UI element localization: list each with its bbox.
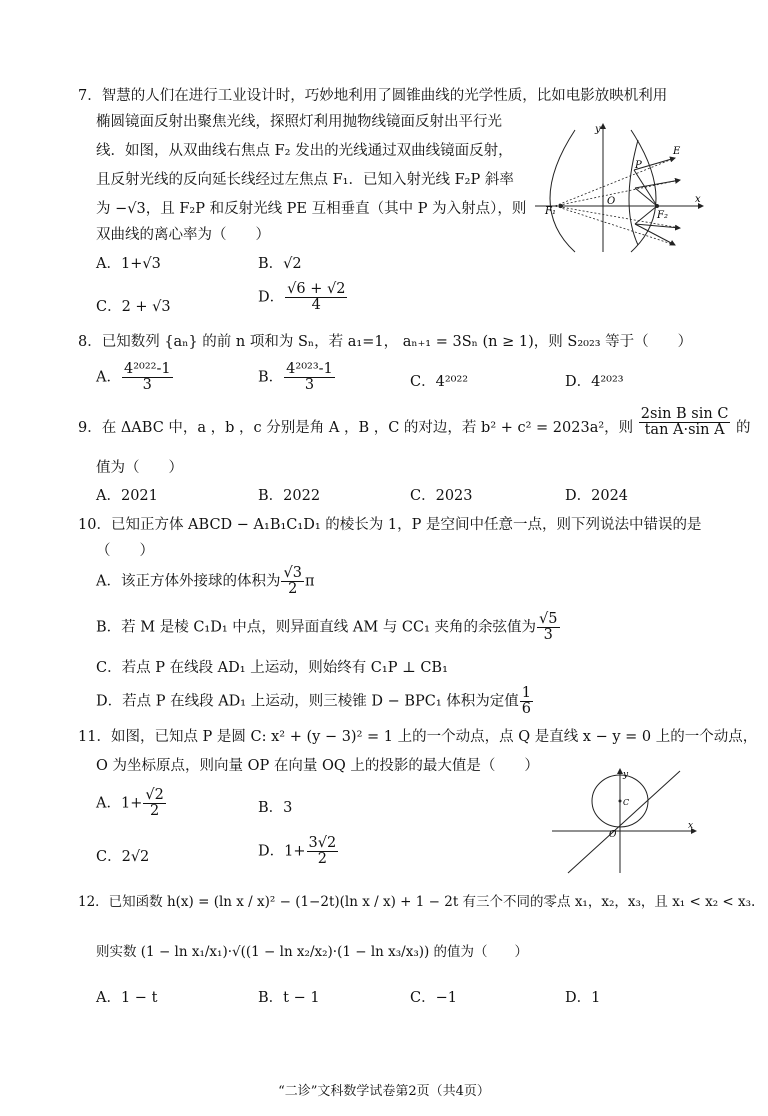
q12-option-a[interactable]: A．1 − t xyxy=(96,990,158,1006)
q9-option-a[interactable]: A．2021 xyxy=(96,488,158,504)
q9-option-d[interactable]: D．2024 xyxy=(565,488,629,504)
fig7-label-x: x xyxy=(695,194,701,205)
q10-option-a[interactable] xyxy=(96,566,314,597)
q8-option-a-fraction: $\frac{\text{4²⁰²²-1}}{3}$ xyxy=(123,361,171,393)
q7-line3: 线．如图，从双曲线右焦点 F₂ 发出的光线通过双曲线镜面反射， xyxy=(96,143,513,159)
q11-option-b[interactable]: B．3 xyxy=(258,800,293,816)
q7-line4: 且反射光线的反向延长线经过左焦点 F₁．已知入射光线 F₂P 斜率 xyxy=(96,172,514,188)
fig11-label-x: x xyxy=(688,821,694,831)
q12-option-c[interactable]: C．−1 xyxy=(410,990,457,1006)
fig11-label-y: y xyxy=(623,770,629,780)
q10-option-a-pi: π xyxy=(304,573,315,590)
q8-stem: 8．已知数列 {aₙ} 的前 n 项和为 Sₙ，若 a₁=1， aₙ₊₁ = 3Sₙ (n ≥ 1)，则 S₂₀₂₃ 等于（ ） xyxy=(78,334,693,350)
q12-line2: 则实数 (1 − ln x₁/x₁)·√((1 − ln x₂/x₂)·(1 − ln x₃/x₃)) 的值为（ ） xyxy=(96,944,529,960)
q8-option-b-fraction: $\frac{\text{4²⁰²³-1}}{3}$ xyxy=(286,361,333,393)
q10-option-d-fraction: $\frac{1}{6}$ xyxy=(521,685,531,717)
q7-option-a[interactable]: A．1+√3 xyxy=(96,256,161,272)
fig7-label-f1: F₁ xyxy=(545,206,556,217)
q11-option-d-label: D．1+ xyxy=(258,843,306,860)
q11-option-c[interactable]: C．2√2 xyxy=(96,849,150,865)
fig7-label-f2: F₂ xyxy=(657,210,668,221)
q9-stem-text: 9．在 ΔABC 中，a ，b ，c 分别是角 A ，B ，C 的对边，若 b² + c² = 2023a²，则 xyxy=(78,420,634,436)
q8-option-b[interactable] xyxy=(258,362,336,393)
hyperbola-figure xyxy=(535,120,705,255)
fig7-label-p: P xyxy=(635,160,642,171)
q9-option-b[interactable]: B．2022 xyxy=(258,488,321,504)
q10-option-a-fraction: $\frac{√3}{2}$ xyxy=(283,565,302,597)
q9-stem xyxy=(78,405,751,438)
q7-option-b[interactable]: B．√2 xyxy=(258,256,302,272)
q8-option-a[interactable] xyxy=(96,362,174,393)
q10-stem: 10．已知正方体 ABCD − A₁B₁C₁D₁ 的棱长为 1，P 是空间中任意一点，则下列说法中错误的是 xyxy=(78,517,702,533)
fig7-label-y: y xyxy=(595,124,601,135)
q12-option-b[interactable]: B．t − 1 xyxy=(258,990,320,1006)
q7-line6: 双曲线的离心率为（ ） xyxy=(96,227,270,243)
q7-option-d-label: D． xyxy=(258,289,285,306)
q8-option-b-label: B． xyxy=(258,369,284,386)
q12-stem: 12．已知函数 h(x) = (ln x / x)² − (1−2t)(ln x / x) + 1 − 2t 有三个不同的零点 x₁，x₂，x₃，且 x₁ < x₂ < x₃. xyxy=(78,894,756,910)
q10-option-b[interactable] xyxy=(96,612,561,643)
q7-line2: 椭圆镜面反射出聚焦光线，探照灯利用抛物线镜面反射出平行光 xyxy=(96,114,502,130)
fig7-label-o: O xyxy=(607,196,616,207)
q10-option-d-text: D．若点 P 在线段 AD₁ 上运动，则三棱锥 D − BPC₁ 体积为定值 xyxy=(96,693,519,710)
q11-option-d[interactable] xyxy=(258,836,339,867)
q8-option-c[interactable]: C．4²⁰²² xyxy=(410,374,469,390)
q11-option-a-label: A．1+ xyxy=(96,795,143,812)
q10-option-a-text: A．该正方体外接球的体积为 xyxy=(96,573,281,590)
q7-option-d-fraction: $\frac{√6 + √2}{4}$ xyxy=(287,281,346,313)
q12-option-d[interactable]: D．1 xyxy=(565,990,601,1006)
q11-option-a[interactable] xyxy=(96,788,167,819)
q8-option-a-label: A． xyxy=(96,369,121,386)
fig11-label-c: C xyxy=(623,798,630,807)
q9-line2: 值为（ ） xyxy=(96,460,183,476)
q7-option-c[interactable]: C．2 + √3 xyxy=(96,299,171,315)
q10-option-b-fraction: $\frac{√5}{3}$ xyxy=(539,611,558,643)
page-footer: “二诊”文科数学试卷第2页（共4页） xyxy=(278,1084,490,1099)
q7-line5: 为 −√3，且 F₂P 和反射光线 PE 互相垂直（其中 P 为入射点），则 xyxy=(96,201,527,217)
q9-fraction: $\frac{\text{2sin B sin C}}{\text{tan A·sin A}}$ xyxy=(640,405,729,438)
q9-stem-end: 的 xyxy=(736,420,751,436)
q8-option-d[interactable]: D．4²⁰²³ xyxy=(565,374,624,390)
q10-line2: （ ） xyxy=(96,543,154,559)
q11-stem: 11．如图，已知点 P 是圆 C: x² + (y − 3)² = 1 上的一个动点，点 Q 是直线 x − y = 0 上的一个动点， xyxy=(78,729,758,745)
q10-option-c[interactable]: C．若点 P 在线段 AD₁ 上运动，则始终有 C₁P ⊥ CB₁ xyxy=(96,660,448,676)
circle-line-figure xyxy=(550,765,700,875)
q7-line1: 7．智慧的人们在进行工业设计时，巧妙地利用了圆锥曲线的光学性质，比如电影放映机利用 xyxy=(78,88,668,104)
q10-option-b-text: B．若 M 是棱 C₁D₁ 中点，则异面直线 AM 与 CC₁ 夹角的余弦值为 xyxy=(96,619,537,636)
q11-option-d-fraction: $\frac{3√2}{2}$ xyxy=(308,835,337,867)
q10-option-d[interactable] xyxy=(96,686,534,717)
q11-option-a-fraction: $\frac{√2}{2}$ xyxy=(145,787,164,819)
fig11-label-o: O xyxy=(609,830,617,840)
q11-line2: O 为坐标原点，则向量 OP 在向量 OQ 上的投影的最大值是（ ） xyxy=(96,758,539,774)
fig7-label-e: E xyxy=(673,146,681,157)
q7-option-d[interactable] xyxy=(258,282,348,313)
q9-option-c[interactable]: C．2023 xyxy=(410,488,473,504)
